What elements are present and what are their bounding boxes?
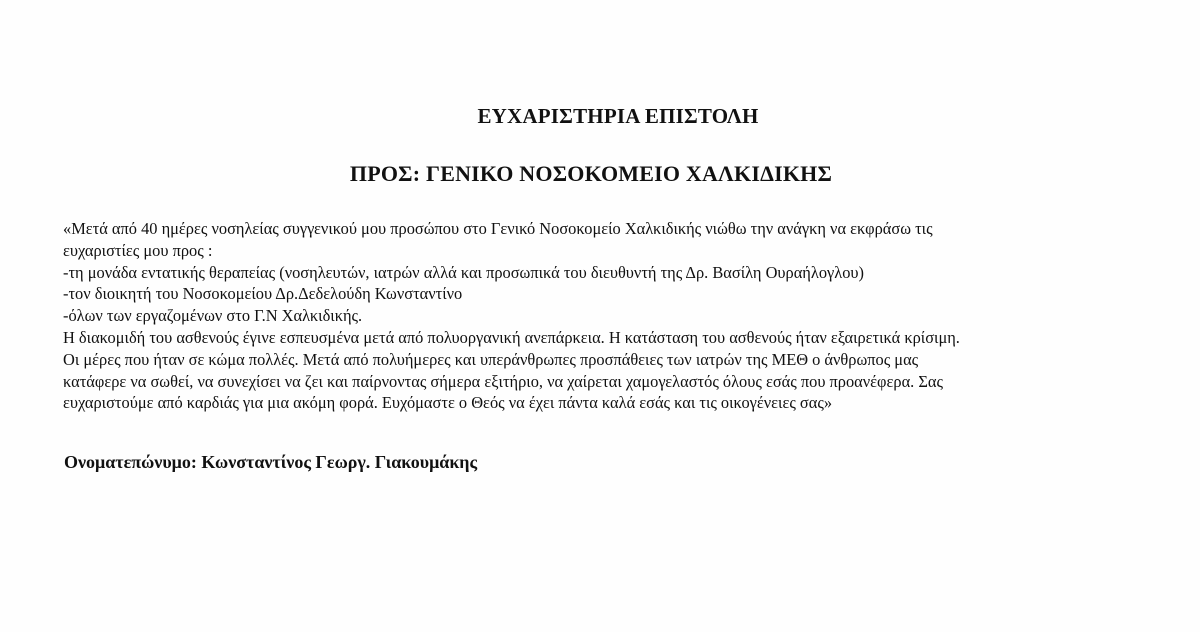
body-line: -τη μονάδα εντατικής θεραπείας (νοσηλευτών, ιατρών αλλά και προσωπικά του διευθυντή της Δρ. Βασίλη Ουραήλογλου) — [63, 262, 864, 282]
body-line: -τον διοικητή του Νοσοκομείου Δρ.Δεδελούδη Κωνσταντίνο — [63, 284, 463, 304]
letter-title: ΕΥΧΑΡΙΣΤΗΡΙΑ ΕΠΙΣΤΟΛΗ — [477, 104, 759, 128]
body-line: ευχαριστίες μου προς : — [63, 240, 213, 260]
body-line: κατάφερε να σωθεί, να συνεχίσει να ζει και παίρνοντας σήμερα εξιτήριο, να χαίρεται χαμογελαστός όλους εσάς που προανέφερα. Σας — [63, 371, 943, 391]
signature-line: Ονοματεπώνυμο: Κωνσταντίνος Γεωργ. Γιακουμάκης — [64, 452, 478, 472]
body-line: Οι μέρες που ήταν σε κώμα πολλές. Μετά από πολυήμερες και υπεράνθρωπες προσπάθειες των ιατρών της ΜΕΘ ο άνθρωπος μας — [63, 349, 919, 369]
letter-body — [63, 218, 1153, 414]
body-line: ευχαριστούμε από καρδιάς για μια ακόμη φορά. Ευχόμαστε ο Θεός να έχει πάντα καλά εσάς και τις οικογένειες σας» — [63, 393, 833, 413]
body-line: «Μετά από 40 ημέρες νοσηλείας συγγενικού μου προσώπου στο Γενικό Νοσοκομείο Χαλκιδικής νιώθω την ανάγκη να εκφράσω τις — [63, 219, 933, 238]
body-line: -όλων των εργαζομένων στο Γ.Ν Χαλκιδικής. — [63, 306, 363, 326]
body-line: Η διακομιδή του ασθενούς έγινε εσπευσμένα μετά από πολυοργανική ανεπάρκεια. Η κατάσταση του ασθενούς ήταν εξαιρετικά κρίσιμη. — [63, 327, 960, 347]
letter-recipient: ΠΡΟΣ: ΓΕΝΙΚΟ ΝΟΣΟΚΟΜΕΙΟ ΧΑΛΚΙΔΙΚΗΣ — [349, 161, 833, 186]
